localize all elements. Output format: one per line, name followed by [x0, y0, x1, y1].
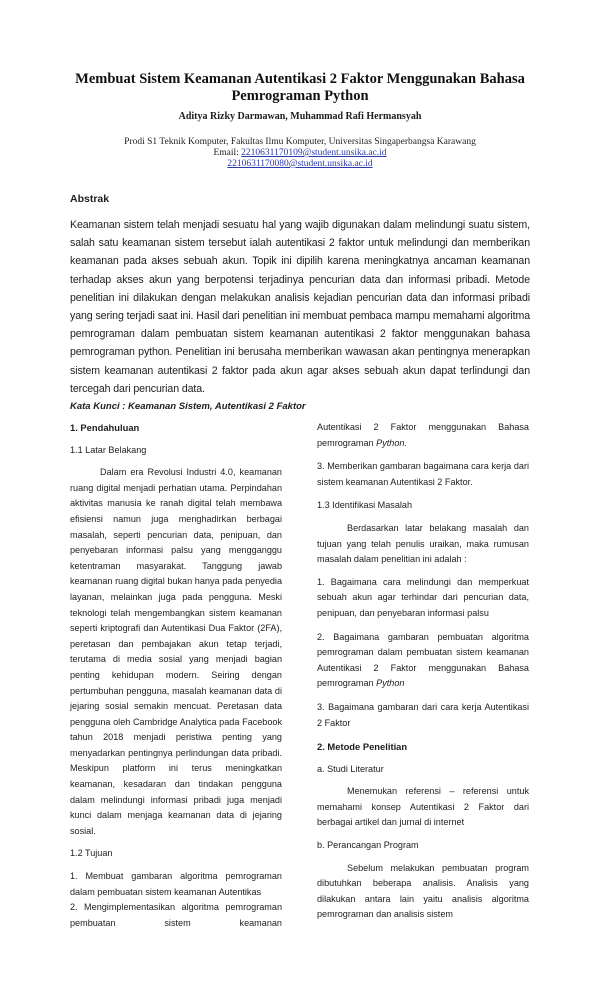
email-label: Email:: [213, 148, 239, 158]
python-term: Python.: [376, 437, 407, 448]
tujuan-item-2-text: Autentikasi 2 Faktor menggunakan Bahasa pemrograman: [317, 422, 529, 448]
tujuan-item-1: 1. Membuat gambaran algoritma pemrograman dalam pembuatan sistem keamanan Autentikas: [70, 871, 282, 897]
masalah-item-2: [317, 630, 529, 692]
subsection-tujuan: 1.2 Tujuan: [70, 848, 113, 859]
method-a-heading: a. Studi Literatur: [317, 763, 384, 774]
abstract-heading: Abstrak: [70, 193, 110, 205]
tujuan-item-3: 3. Memberikan gambaran bagaimana cara kerja dari sistem keamanan Autentikasi 2 Faktor.: [317, 461, 529, 487]
method-b-heading: b. Perancangan Program: [317, 840, 419, 851]
abstract-text: Keamanan sistem telah menjadi sesuatu hal yang wajib digunakan dalam melindungi suatu sistem, salah satu keamanan sistem tersebut ialah autentikasi 2 faktor untuk melindungi dan memberikan keamanan pada akses sebuah akun. Topik ini dipilih karena meningkatnya ancaman keamanan terhadap akses akun yang berpotensi terjadinya pencurian data dan informasi pribadi. Metode penelitian ini dilakukan dengan melakukan analisis kejadian pencurian data dan informasi pribadi yang sering terjadi saat ini. Hasil dari penelitian ini membuat pembaca mampu memahami algoritma pemrograman dalam pembuatan sistem keamanan autentikasi 2 faktor menggunakan bahasa pemrograman python. Penelitian ini berusaha memberikan wawasan akan pentingnya menerapkan sistem keamanan autentikasi 2 faktor pada akun agar akses sebuah akun dapat terlindungi dan tercegah dari pencurian data.: [70, 219, 530, 395]
tujuan-item-2-continued: [317, 420, 529, 451]
paragraph-latar-belakang: Dalam era Revolusi Industri 4.0, keamanan ruang digital menjadi perhatian utama. Perpindahan aktivitas manusia ke ranah digital telah membawa efisiensi namun juga menghadirkan berbagai masalah, seperti pencurian data, penipuan, dan penyebaran informasi palsu yang mengganggu ketentraman masyarakat. Tanggung jawab keamanan ruang digital bukan hanya pada penyedia layanan, melainkan juga pada pengguna. Meski teknologi telah mengembangkan sistem keamanan seperti kriptografi dan Autentikasi Dua Faktor (2FA), peretasan dan pembajakan akun tetap terjadi, terutama di media sosial yang menjadi bagian penting kehidupan modern. Seiring dengan pertumbuhan pengguna, masalah keamanan data di jejaring sosial semakin mencuat. Peretasan data pengguna oleh Cambridge Analytica pada Facebook tahun 2018 menjadi peristiwa penting yang menyadarkan pentingnya perlindungan data pribadi. Meskipun platform ini terus meningkatkan keamanan, kesadaran dan tindakan pengguna dalam melindungi informasi pribadi juga menjadi kunci dalam menjaga keamanan data di jejaring sosial.: [70, 467, 282, 836]
masalah-item-1: 1. Bagaimana cara melindungi dan memperkuat sebuah akun agar terhindar dari pencurian data, penipuan, dan penyebaran informasi palsu: [317, 576, 529, 618]
email-line-2: [60, 159, 540, 170]
method-a-paragraph: Menemukan referensi – referensi untuk memahami konsep Autentikasi 2 Faktor dari berbagai artikel dan jurnal di internet: [317, 786, 529, 828]
python-term-2: Python: [376, 678, 405, 689]
method-b-paragraph: Sebelum melakukan pembuatan program dibutuhkan beberapa analisis. Analisis yang dilakukan antara lain yaitu analisis algoritma pemrograman dan analisis sistem: [317, 862, 529, 920]
section-heading-metode: 2. Metode Penelitian: [317, 741, 408, 753]
paper-title: Membuat Sistem Keamanan Autentikasi 2 Faktor Menggunakan Bahasa Pemrograman Python: [75, 71, 525, 104]
paper-authors: Aditya Rizky Darmawan, Muhammad Rafi Hermansyah: [178, 111, 422, 122]
affiliation-line: Prodi S1 Teknik Komputer, Fakultas Ilmu Komputer, Universitas Singaperbangsa Karawang: [124, 137, 476, 147]
masalah-item-2-text: 2. Bagaimana gambaran pembuatan algoritma pemrograman dalam pembuatan sistem keamanan Autentikasi 2 Faktor menggunakan Bahasa pemrograman: [317, 631, 529, 689]
subsection-identifikasi-masalah: 1.3 Identifikasi Masalah: [317, 500, 413, 511]
email-line-1: [60, 148, 540, 159]
affiliation-block: [60, 137, 540, 170]
left-column: [70, 420, 282, 931]
tujuan-item-2: 2. Mengimplementasikan algoritma pemrograman pembuatan sistem keamanan: [70, 902, 282, 928]
right-column: [317, 420, 529, 930]
keywords: Kata Kunci : Keamanan Sistem, Autentikasi 2 Faktor: [70, 401, 306, 412]
masalah-item-3: 3. Bagaimana gambaran dari cara kerja Autentikasi 2 Faktor: [317, 701, 529, 728]
section-heading-pendahuluan: 1. Pendahuluan: [70, 422, 140, 433]
email-link-1[interactable]: 2210631170109@student.unsika.ac.id: [241, 148, 387, 158]
email-link-2[interactable]: 2210631170080@student.unsika.ac.id: [227, 159, 373, 169]
paragraph-identifikasi: Berdasarkan latar belakang masalah dan tujuan yang telah penulis uraikan, maka rumusan masalah dalam penelitian ini adalah :: [317, 522, 529, 565]
subsection-latar-belakang: 1.1 Latar Belakang: [70, 444, 147, 455]
